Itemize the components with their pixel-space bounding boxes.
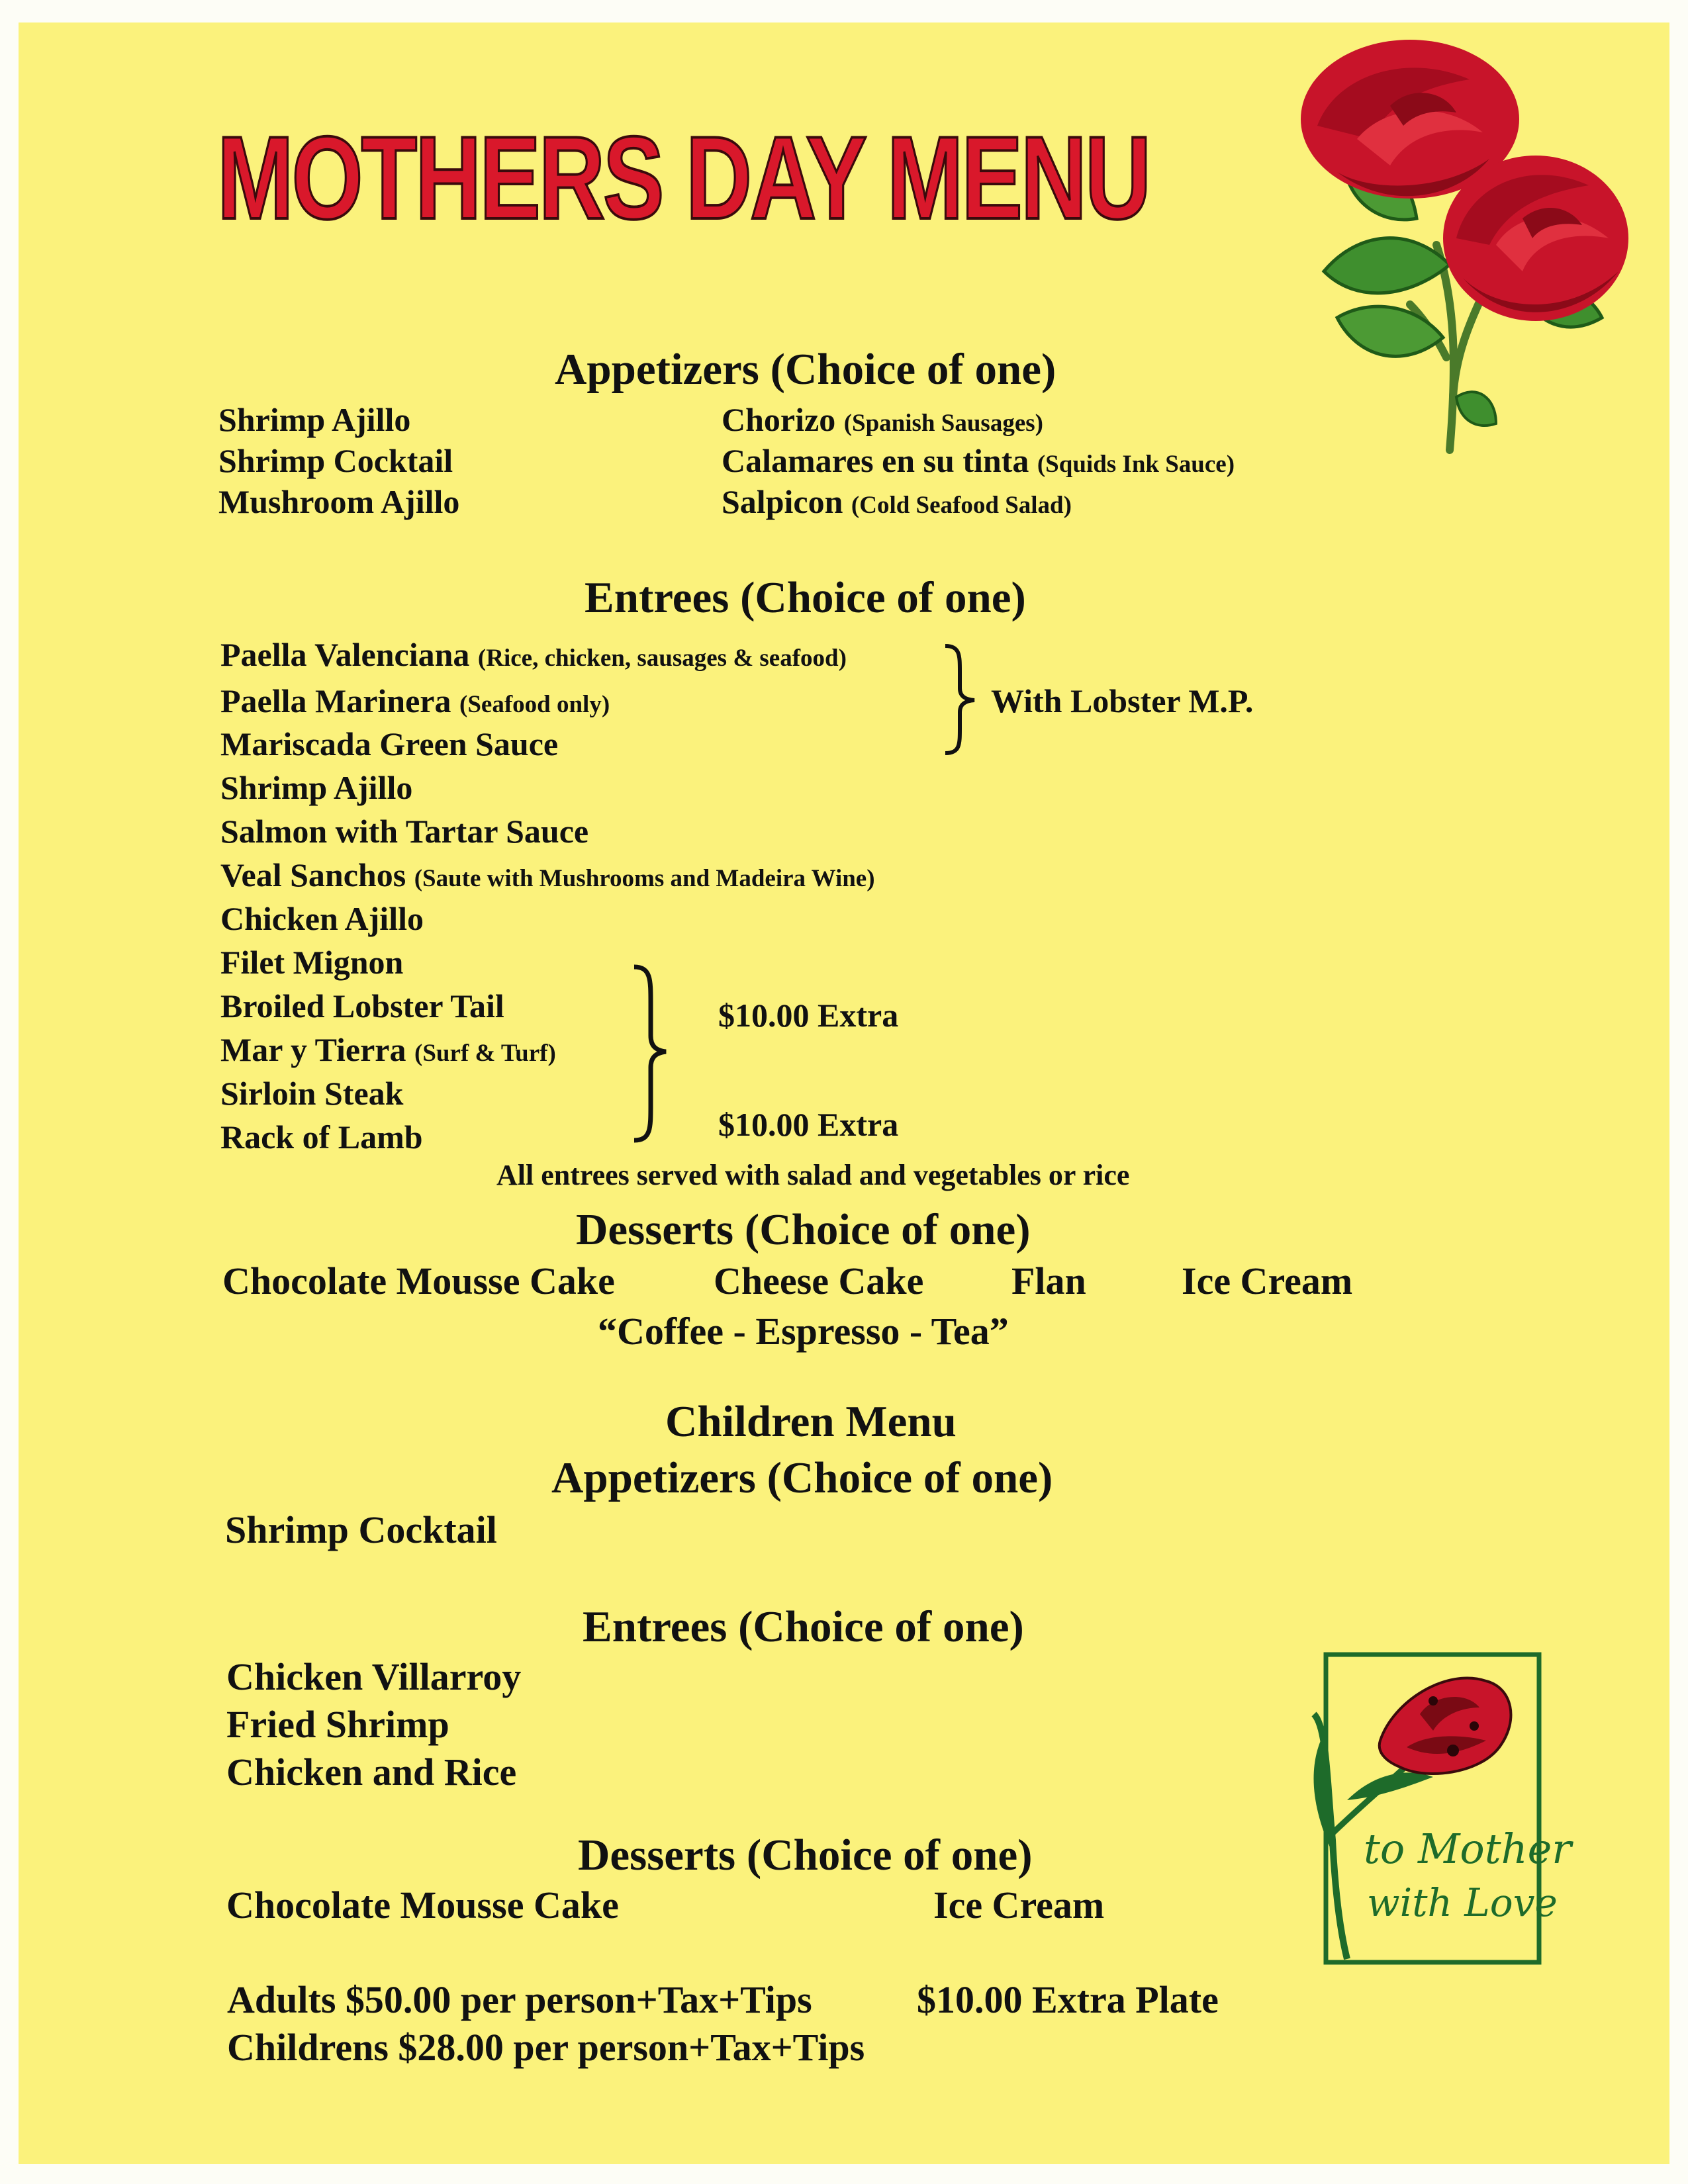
children-menu-title: Children Menu	[665, 1397, 957, 1446]
dessert-item: Ice Cream	[1182, 1259, 1353, 1302]
dessert-item: Cheese Cake	[714, 1259, 924, 1302]
children-appetizers-heading: Appetizers (Choice of one)	[551, 1453, 1053, 1502]
children-dessert-item: Chocolate Mousse Cake	[226, 1884, 619, 1927]
drinks-line: “Coffee - Espresso - Tea”	[598, 1310, 1009, 1353]
entree-item: Mar y Tierra (Surf & Turf)	[220, 1031, 556, 1068]
entrees-heading: Entrees (Choice of one)	[585, 573, 1026, 622]
children-price: Childrens $28.00 per person+Tax+Tips	[227, 2026, 865, 2069]
roses-illustration	[1258, 26, 1681, 463]
children-entree-item: Chicken Villarroy	[226, 1655, 522, 1698]
entree-item: Chicken Ajillo	[220, 900, 424, 937]
appetizer-item: Shrimp Cocktail	[218, 442, 453, 479]
card-line-1: to Mother	[1364, 1825, 1571, 1873]
extra-price: $10.00 Extra	[718, 997, 899, 1034]
entrees-footnote: All entrees served with salad and vegetables or rice	[496, 1159, 1130, 1191]
children-appetizer-item: Shrimp Cocktail	[225, 1508, 497, 1551]
entree-item: Salmon with Tartar Sauce	[220, 813, 589, 850]
entree-item: Rack of Lamb	[220, 1118, 423, 1156]
children-entree-item: Fried Shrimp	[226, 1703, 449, 1746]
children-dessert-item: Ice Cream	[933, 1884, 1105, 1927]
children-entree-item: Chicken and Rice	[226, 1751, 517, 1794]
page-title: MOTHERS DAY MENU	[217, 112, 1150, 244]
entree-item: Mariscada Green Sauce	[220, 725, 559, 762]
entree-item: Veal Sanchos (Saute with Mushrooms and Madeira Wine)	[220, 856, 875, 893]
appetizer-item: Shrimp Ajillo	[218, 401, 411, 438]
entree-item: Paella Marinera (Seafood only)	[220, 682, 610, 719]
rose-lower	[1443, 156, 1628, 321]
entree-item: Broiled Lobster Tail	[220, 987, 504, 1024]
appetizer-item: Mushroom Ajillo	[218, 483, 460, 520]
extra-brace	[628, 963, 674, 1145]
lobster-note: With Lobster M.P.	[991, 682, 1254, 719]
card-line-2: with Love	[1367, 1880, 1558, 1925]
to-mother-card	[1301, 1641, 1579, 1979]
entree-item: Sirloin Steak	[220, 1075, 404, 1112]
entree-item: Shrimp Ajillo	[220, 769, 413, 806]
appetizer-item: Calamares en su tinta (Squids Ink Sauce)	[722, 442, 1235, 479]
children-entrees-heading: Entrees (Choice of one)	[583, 1602, 1024, 1651]
dessert-item: Chocolate Mousse Cake	[222, 1259, 615, 1302]
adults-price: Adults $50.00 per person+Tax+Tips	[227, 1978, 812, 2021]
desserts-heading: Desserts (Choice of one)	[576, 1205, 1031, 1254]
appetizer-item: Chorizo (Spanish Sausages)	[722, 401, 1043, 438]
appetizer-item: Salpicon (Cold Seafood Salad)	[722, 483, 1072, 520]
children-desserts-heading: Desserts (Choice of one)	[578, 1831, 1033, 1880]
entree-item: Filet Mignon	[220, 944, 404, 981]
entree-item: Paella Valenciana (Rice, chicken, sausages & seafood)	[220, 636, 847, 673]
dessert-item: Flan	[1011, 1259, 1086, 1302]
appetizers-heading: Appetizers (Choice of one)	[555, 345, 1056, 394]
lobster-brace	[940, 642, 980, 758]
extra-price: $10.00 Extra	[718, 1106, 899, 1143]
extra-plate-price: $10.00 Extra Plate	[917, 1978, 1219, 2021]
